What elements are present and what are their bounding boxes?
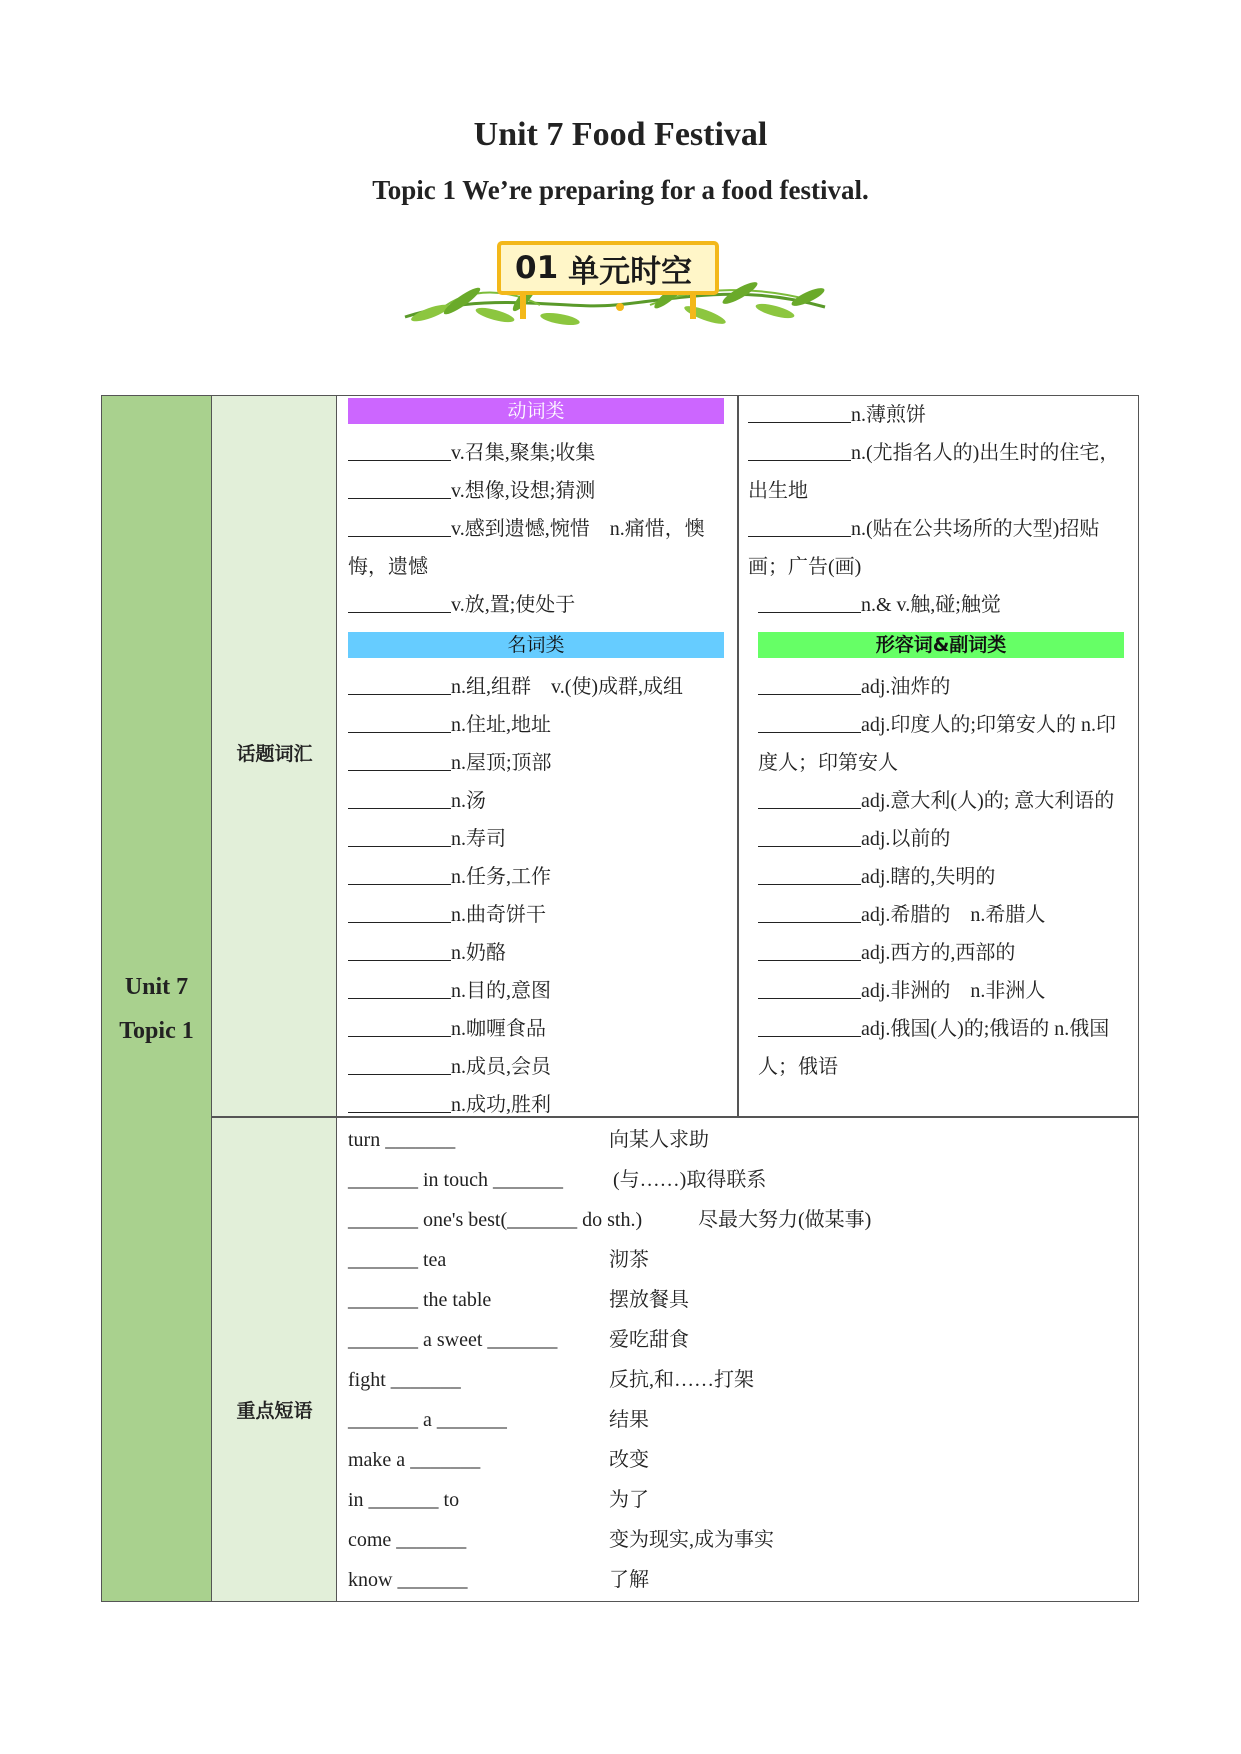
vocab-item: n.(贴在公共场所的大型)招贴画；广告(画) (748, 510, 1124, 586)
section-badge (497, 241, 719, 295)
answer-blank[interactable] (348, 436, 451, 461)
phrase-chinese: 摆放餐具 (609, 1289, 689, 1311)
vocab-item: v.召集,聚集;收集 (348, 434, 724, 472)
phrase-chinese: 爱吃甜食 (609, 1329, 689, 1351)
answer-blank[interactable] (348, 746, 451, 771)
answer-blank[interactable] (348, 784, 451, 809)
vocab-item: n.寿司 (348, 820, 724, 858)
phrase-row (348, 1160, 1128, 1200)
vocab-item: adj.印度人的;印第安人的 n.印度人；印第安人 (758, 706, 1124, 782)
vocab-item: n.薄煎饼 (748, 396, 1124, 434)
answer-blank[interactable] (758, 708, 861, 733)
phrase-chinese: 为了 (609, 1489, 649, 1511)
phrase-chinese: 了解 (609, 1569, 649, 1591)
nouns-heading: 名词类 (348, 632, 724, 658)
vocab-item: v.感到遗憾,惋惜 n.痛惜，懊悔，遗憾 (348, 510, 724, 586)
answer-blank[interactable] (348, 588, 451, 613)
answer-blank[interactable] (758, 974, 861, 999)
vocab-item: n.咖喱食品 (348, 1010, 724, 1048)
answer-blank[interactable] (348, 898, 451, 923)
vocab-item: adj.以前的 (758, 820, 1124, 858)
vocab-item: n.住址,地址 (348, 706, 724, 744)
phrase-row (348, 1480, 1128, 1520)
vocab-item: adj.俄国(人)的;俄语的 n.俄国人；俄语 (758, 1010, 1124, 1086)
vocab-item: adj.瞎的,失明的 (758, 858, 1124, 896)
phrase-english[interactable]: _______ one's best(_______ do sth.) (348, 1209, 643, 1231)
answer-blank[interactable] (348, 860, 451, 885)
vocab-category-label: 话题词汇 (236, 743, 313, 765)
answer-blank[interactable] (348, 1050, 451, 1075)
unit-label: Unit 7 (124, 973, 189, 1000)
answer-blank[interactable] (748, 398, 851, 423)
vocab-item: adj.西方的,西部的 (758, 934, 1124, 972)
vocab-item: n.任务,工作 (348, 858, 724, 896)
vocab-table (101, 395, 1139, 1602)
answer-blank[interactable] (348, 670, 451, 695)
topic-label: Topic 1 (119, 1017, 194, 1044)
answer-blank[interactable] (758, 898, 861, 923)
phrase-row (348, 1520, 1128, 1560)
answer-blank[interactable] (348, 974, 451, 999)
vocab-item: n.屋顶;顶部 (348, 744, 724, 782)
unit-topic-column (102, 396, 212, 1601)
answer-blank[interactable] (758, 860, 861, 885)
vocab-item: n.& v.触,碰;触觉 (748, 586, 1124, 624)
phrase-chinese: 反抗,和……打架 (609, 1369, 754, 1391)
answer-blank[interactable] (748, 512, 851, 537)
answer-blank[interactable] (748, 436, 851, 461)
vocab-item: n.成员,会员 (348, 1048, 724, 1086)
phrase-row (348, 1560, 1128, 1600)
phrase-english[interactable]: _______ a sweet _______ (348, 1329, 558, 1351)
phrases-category-label: 重点短语 (236, 1400, 313, 1422)
phrase-english[interactable]: _______ tea (348, 1249, 447, 1271)
phrase-english[interactable]: _______ in touch _______ (348, 1169, 563, 1191)
vocab-item: v.想像,设想;猜测 (348, 472, 724, 510)
section-banner (400, 235, 830, 340)
vocab-item: n.成功,胜利 (348, 1086, 724, 1124)
vocab-item: n.组,组群 v.(使)成群,成组 (348, 668, 724, 706)
phrase-chinese: 结果 (609, 1409, 649, 1431)
vocab-item: adj.油炸的 (758, 668, 1124, 706)
phrase-english[interactable]: know _______ (348, 1569, 468, 1591)
phrase-english[interactable]: in _______ to (348, 1489, 460, 1511)
category-column (212, 396, 337, 1601)
phrase-english[interactable]: fight _______ (348, 1369, 461, 1391)
answer-blank[interactable] (348, 1012, 451, 1037)
phrase-row (348, 1280, 1128, 1320)
column-divider (737, 396, 739, 1116)
vocab-item: adj.非洲的 n.非洲人 (758, 972, 1124, 1010)
answer-blank[interactable] (348, 1088, 451, 1113)
answer-blank[interactable] (758, 1012, 861, 1037)
answer-blank[interactable] (348, 512, 451, 537)
phrase-row (348, 1320, 1128, 1360)
vocab-item: n.奶酪 (348, 934, 724, 972)
answer-blank[interactable] (758, 822, 861, 847)
phrase-english[interactable]: _______ a _______ (348, 1409, 507, 1431)
phrase-english[interactable]: make a _______ (348, 1449, 481, 1471)
verbs-heading: 动词类 (348, 398, 724, 424)
topic-subtitle: Topic 1 We’re preparing for a food festival. (372, 175, 869, 205)
answer-blank[interactable] (758, 588, 861, 613)
answer-blank[interactable] (348, 708, 451, 733)
vocab-item: n.(尤指名人的)出生时的住宅，出生地 (748, 434, 1124, 510)
phrase-row (348, 1400, 1128, 1440)
vocab-item: n.汤 (348, 782, 724, 820)
phrase-chinese: 改变 (609, 1449, 649, 1471)
answer-blank[interactable] (348, 474, 451, 499)
phrase-chinese: 尽最大努力(做某事) (698, 1209, 872, 1231)
vocab-item: v.放,置;使处于 (348, 586, 724, 624)
section-label: 单元时空 (568, 253, 693, 290)
phrase-row (348, 1120, 1128, 1160)
vocab-right-cell (748, 396, 1124, 1086)
answer-blank[interactable] (758, 784, 861, 809)
unit-title: Unit 7 Food Festival (473, 116, 768, 153)
vocab-left-cell (348, 396, 724, 1124)
phrase-english[interactable]: _______ the table (348, 1289, 492, 1311)
vocab-item: adj.意大利(人)的; 意大利语的 (758, 782, 1124, 820)
answer-blank[interactable] (348, 936, 451, 961)
phrase-english[interactable]: turn _______ (348, 1129, 456, 1151)
answer-blank[interactable] (758, 936, 861, 961)
answer-blank[interactable] (348, 822, 451, 847)
phrase-chinese: 沏茶 (609, 1249, 649, 1271)
phrase-chinese: 向某人求助 (609, 1129, 709, 1151)
phrase-row (348, 1240, 1128, 1280)
adjectives-heading: 形容词&副词类 (758, 632, 1124, 658)
phrase-chinese: (与……)取得联系 (613, 1169, 767, 1191)
answer-blank[interactable] (758, 670, 861, 695)
vocab-item: n.目的,意图 (348, 972, 724, 1010)
phrase-english[interactable]: come _______ (348, 1529, 467, 1551)
phrase-chinese: 变为现实,成为事实 (609, 1529, 774, 1551)
vocab-item: n.曲奇饼干 (348, 896, 724, 934)
phrases-cell (348, 1120, 1128, 1600)
phrase-row (348, 1360, 1128, 1400)
vocab-item: adj.希腊的 n.希腊人 (758, 896, 1124, 934)
phrase-row (348, 1440, 1128, 1480)
section-number: 01 (515, 250, 559, 286)
phrase-row (348, 1200, 1128, 1240)
